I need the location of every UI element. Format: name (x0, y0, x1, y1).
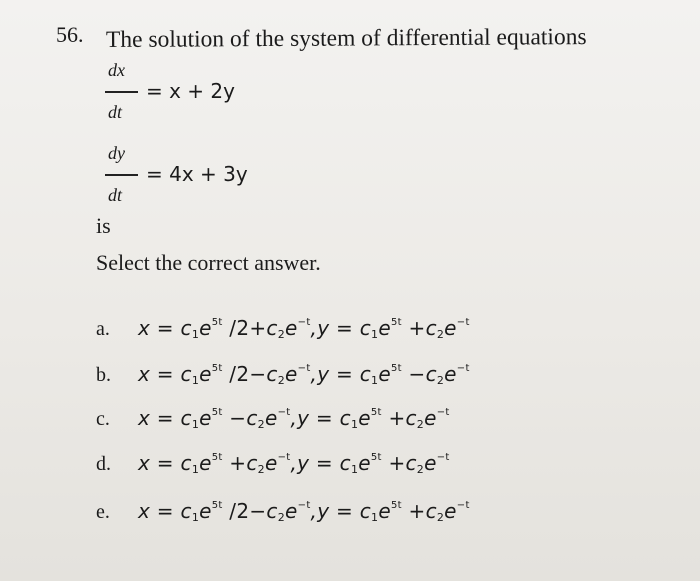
question-number: 56. (56, 22, 84, 47)
answer-option-c[interactable] (96, 406, 656, 440)
exponential-e: e (199, 451, 212, 475)
exponent: 5t (370, 452, 382, 463)
answer-option-b[interactable] (96, 362, 656, 396)
exponential-e: e (424, 406, 437, 430)
coefficient-c: c (425, 499, 437, 523)
coefficient-c: c (425, 362, 437, 386)
equation-dy-dt (100, 143, 300, 213)
x-equals: x = (138, 362, 174, 386)
y-operator: + (401, 316, 426, 340)
exponent: 5t (390, 500, 402, 511)
exponential-e: e (378, 362, 391, 386)
coefficient-subscript: 2 (257, 418, 265, 431)
equation-1-numerator: dx (108, 60, 125, 80)
option-letter: b. (96, 364, 111, 386)
exponential-e: e (199, 406, 212, 430)
exponential-e: e (444, 362, 457, 386)
coefficient-c: c (266, 362, 278, 386)
coefficient-subscript: 2 (277, 328, 286, 341)
coefficient-subscript: 2 (277, 511, 286, 524)
exponential-e: e (264, 451, 278, 475)
exponential-e: e (285, 362, 298, 386)
option-letter: e. (96, 501, 110, 523)
coefficient-c: c (180, 499, 192, 523)
option-expression (138, 406, 450, 431)
coefficient-c: c (359, 316, 372, 340)
x-equals: x = (138, 451, 174, 475)
coefficient-subscript: 1 (350, 463, 359, 476)
exponential-e: e (378, 316, 391, 340)
coefficient-c: c (246, 406, 258, 430)
exponent: 5t (390, 363, 402, 374)
coefficient-subscript: 1 (371, 511, 379, 524)
y-operator: − (401, 362, 426, 386)
exponent: 5t (370, 407, 382, 418)
equation-2-rhs: = 4x + 3y (146, 162, 248, 186)
coefficient-subscript: 1 (371, 374, 379, 387)
y-equals: ,y = (290, 406, 333, 430)
exponent: −t (277, 452, 291, 463)
exponent: 5t (211, 317, 223, 328)
exponential-e: e (199, 316, 212, 340)
x-equals: x = (138, 316, 174, 340)
exponent: −t (297, 363, 311, 374)
coefficient-subscript: 2 (416, 463, 425, 476)
coefficient-c: c (359, 499, 372, 523)
option-expression (138, 316, 470, 341)
exponent: −t (297, 317, 311, 328)
exponent: 5t (390, 317, 402, 328)
question-title: The solution of the system of differential equations (105, 24, 587, 53)
equation-2-denominator: dt (108, 185, 123, 205)
fraction-bar (105, 91, 138, 93)
exponential-e: e (199, 362, 212, 386)
coefficient-c: c (266, 316, 278, 340)
coefficient-subscript: 2 (436, 511, 445, 524)
coefficient-subscript: 1 (191, 374, 200, 387)
coefficient-c: c (339, 451, 351, 475)
exponent: 5t (211, 452, 223, 463)
coefficient-c: c (246, 451, 258, 475)
exponential-e: e (199, 499, 212, 523)
coefficient-subscript: 2 (257, 463, 265, 476)
exponent: 5t (211, 363, 223, 374)
answer-option-d[interactable] (96, 451, 656, 485)
instruction-text: Select the correct answer. (96, 250, 321, 275)
exponent: 5t (211, 407, 223, 418)
x-operator: /2− (222, 499, 267, 523)
option-letter: d. (96, 453, 111, 475)
x-equals: x = (138, 499, 174, 523)
coefficient-c: c (359, 362, 372, 386)
coefficient-subscript: 1 (191, 463, 200, 476)
exponent: −t (436, 452, 450, 463)
coefficient-subscript: 2 (436, 374, 445, 387)
x-operator: /2+ (222, 316, 267, 340)
exponential-e: e (264, 406, 278, 430)
y-equals: ,y = (290, 451, 333, 475)
coefficient-subscript: 1 (371, 328, 379, 341)
exponential-e: e (378, 499, 391, 523)
coefficient-subscript: 1 (191, 511, 200, 524)
exponential-e: e (444, 499, 457, 523)
x-operator: − (222, 406, 247, 430)
coefficient-c: c (180, 362, 192, 386)
exponent: −t (456, 317, 470, 328)
exponent: −t (297, 500, 311, 511)
exponent: −t (436, 407, 450, 418)
coefficient-c: c (339, 406, 351, 430)
y-equals: ,y = (310, 499, 354, 523)
exponential-e: e (444, 316, 457, 340)
is-label: is (96, 213, 111, 238)
coefficient-subscript: 2 (277, 374, 286, 387)
option-expression (138, 499, 470, 524)
exponent: 5t (211, 500, 223, 511)
coefficient-subscript: 2 (416, 418, 425, 431)
option-letter: c. (96, 408, 110, 430)
coefficient-c: c (405, 406, 417, 430)
exponential-e: e (358, 406, 371, 430)
coefficient-subscript: 1 (191, 418, 200, 431)
coefficient-c: c (180, 316, 192, 340)
answer-option-e[interactable] (96, 499, 656, 533)
exponent: −t (456, 500, 470, 511)
coefficient-c: c (180, 451, 192, 475)
y-operator: + (401, 499, 426, 523)
y-operator: + (381, 451, 406, 475)
exponent: −t (277, 407, 291, 418)
exponent: −t (456, 363, 470, 374)
y-equals: ,y = (310, 316, 354, 340)
answer-option-a[interactable] (96, 316, 656, 350)
equation-2-numerator: dy (108, 143, 125, 163)
coefficient-c: c (266, 499, 278, 523)
exponential-e: e (358, 451, 371, 475)
option-expression (138, 451, 450, 476)
exponential-e: e (424, 451, 437, 475)
equation-dx-dt (100, 60, 300, 130)
fraction-bar (105, 174, 138, 176)
option-expression (138, 362, 470, 387)
coefficient-subscript: 2 (436, 328, 445, 341)
x-operator: + (222, 451, 247, 475)
equation-1-rhs: = x + 2y (146, 79, 235, 103)
equation-1-denominator: dt (108, 102, 123, 122)
exponential-e: e (285, 499, 298, 523)
coefficient-subscript: 1 (350, 418, 359, 431)
coefficient-subscript: 1 (191, 328, 200, 341)
y-operator: + (381, 406, 406, 430)
coefficient-c: c (425, 316, 437, 340)
x-operator: /2− (222, 362, 267, 386)
exponential-e: e (285, 316, 298, 340)
x-equals: x = (138, 406, 174, 430)
coefficient-c: c (180, 406, 192, 430)
option-letter: a. (96, 318, 110, 340)
y-equals: ,y = (310, 362, 354, 386)
coefficient-c: c (405, 451, 417, 475)
